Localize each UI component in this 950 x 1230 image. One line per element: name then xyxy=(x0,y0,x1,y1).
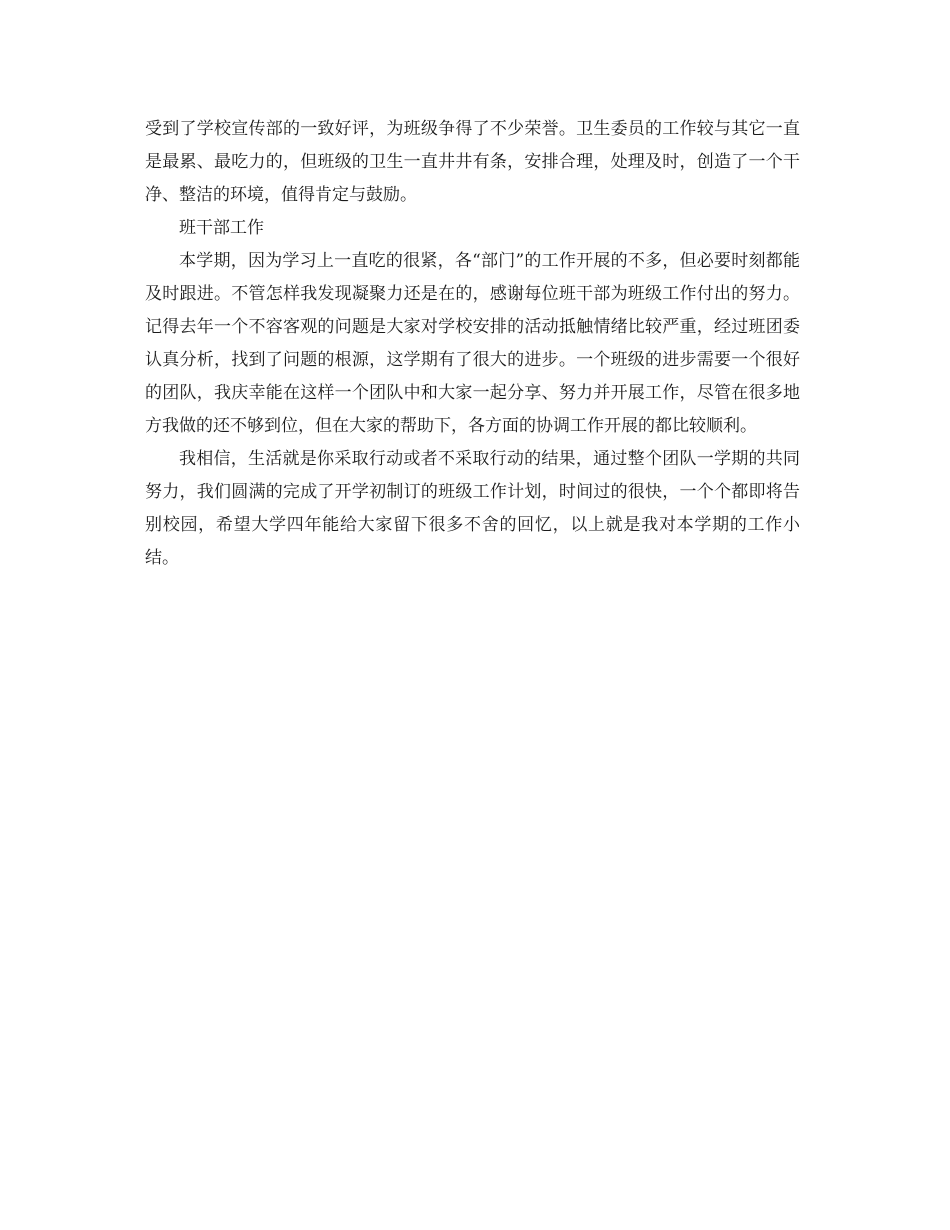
paragraph-class-cadre-work: 本学期，因为学习上一直吃的很紧，各“部门”的工作开展的不多，但必要时刻都能及时跟进。不管怎样我发现凝聚力还是在的，感谢每位班干部为班级工作付出的努力。记得去年一个不容客观的问题是大家对学校安排的活动抵触情绪比较严重，经过班团委认真分析，找到了问题的根源，这学期有了很大的进步。一个班级的进步需要一个很好的团队，我庆幸能在这样一个团队中和大家一起分享、努力并开展工作，尽管在很多地方我做的还不够到位，但在大家的帮助下，各方面的协调工作开展的都比较顺利。 xyxy=(145,251,800,436)
paragraph-continuation: 受到了学校宣传部的一致好评，为班级争得了不少荣誉。卫生委员的工作较与其它一直是最累、最吃力的，但班级的卫生一直井井有条，安排合理，处理及时，创造了一个干净、整洁的环境，值得肯定与鼓励。 xyxy=(145,119,800,205)
section-heading-class-cadre-work: 班干部工作 xyxy=(179,218,264,238)
document-body xyxy=(145,113,800,575)
paragraph-conclusion: 我相信，生活就是你采取行动或者不采取行动的结果，通过整个团队一学期的共同努力，我们圆满的完成了开学初制订的班级工作计划，时间过的很快，一个个都即将告别校园，希望大学四年能给大家留下很多不舍的回忆，以上就是我对本学期的工作小结。 xyxy=(145,449,800,568)
